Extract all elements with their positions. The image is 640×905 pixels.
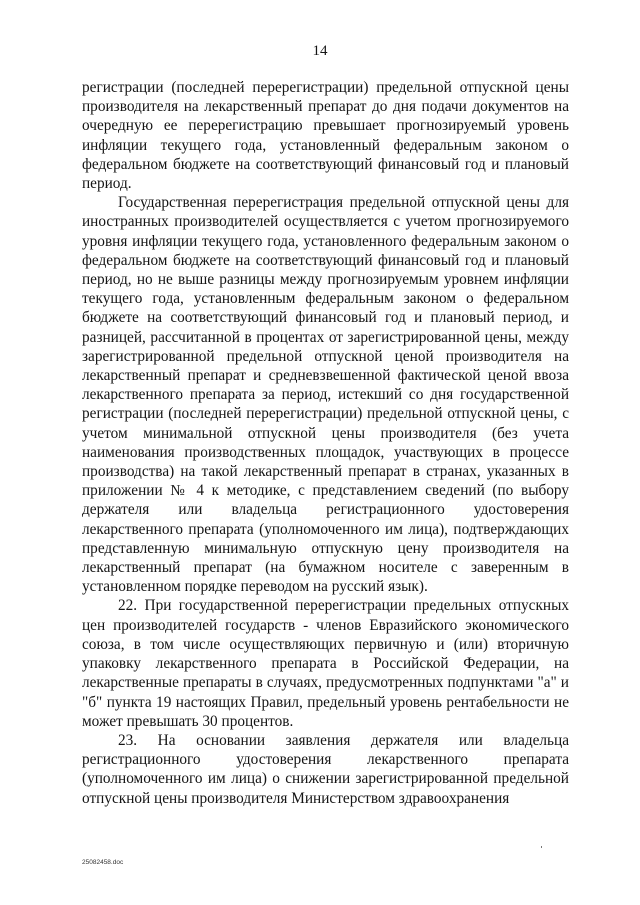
document-body [82, 78, 569, 808]
page-number: 14 [312, 43, 328, 59]
paragraph-foreign-manufacturers: Государственная перерегистрация предельной отпускной цены для иностранных производителей осуществляется с учетом прогнозируемого уровня инфляции текущего года, установленного федеральным законом о федеральном бюджете на соответствующий финансовый год и плановый период, но не выше разницы между прогнозируемым уровнем инфляции текущего года, установленным федеральным законом о федеральном бюджете на соответствующий финансовый год и плановый период, и разницей, рассчитанной в процентах от зарегистрированной цены, между зарегистрированной предельной отпускной ценой производителя на лекарственный препарат и средневзвешенной фактической ценой ввоза лекарственного препарата за период, истекший со дня государственной регистрации (последней перерегистрации) предельной отпускной цены, с учетом минимальной отпускной цены производителя (без учета наименования производственных площадок, участвующих в процессе производства) на такой лекарственный препарат в странах, указанных в приложении № 4 к методике, с представлением сведений (по выбору держателя или владельца регистрационного удостоверения лекарственного препарата (уполномоченного им лица), подтверждающих представленную минимальную отпускную цену производителя на лекарственный препарат (на бумажном носителе с заверенным в установленном порядке переводом на русский язык). [82, 194, 569, 596]
paragraph-continuation: регистрации (последней перерегистрации) предельной отпускной цены производителя на лекарственный препарат до дня подачи документов на очередную ее перерегистрацию превышает прогнозируемый уровень инфляции текущего года, установленный федеральным законом о федеральном бюджете на соответствующий финансовый год и плановый период. [82, 79, 569, 193]
paragraph-clause-22: 22. При государственной перерегистрации предельных отпускных цен производителей государств - членов Евразийского экономического союза, в том числе осуществляющих первичную и (или) вторичную упаковку лекарственного препарата в Российской Федерации, на лекарственные препараты в случаях, предусмотренных подпунктами "а" и "б" пункта 19 настоящих Правил, предельный уровень рентабельности не может превышать 30 процентов. [82, 597, 569, 730]
footer-file-code: 25082458.doc [82, 859, 124, 866]
scan-speck [541, 846, 542, 848]
paragraph-clause-23: 23. На основании заявления держателя или владельца регистрационного удостоверения лекарственного препарата (уполномоченного им лица) о снижении зарегистрированной предельной отпускной цены производителя Министерством здравоохранения [82, 731, 569, 807]
